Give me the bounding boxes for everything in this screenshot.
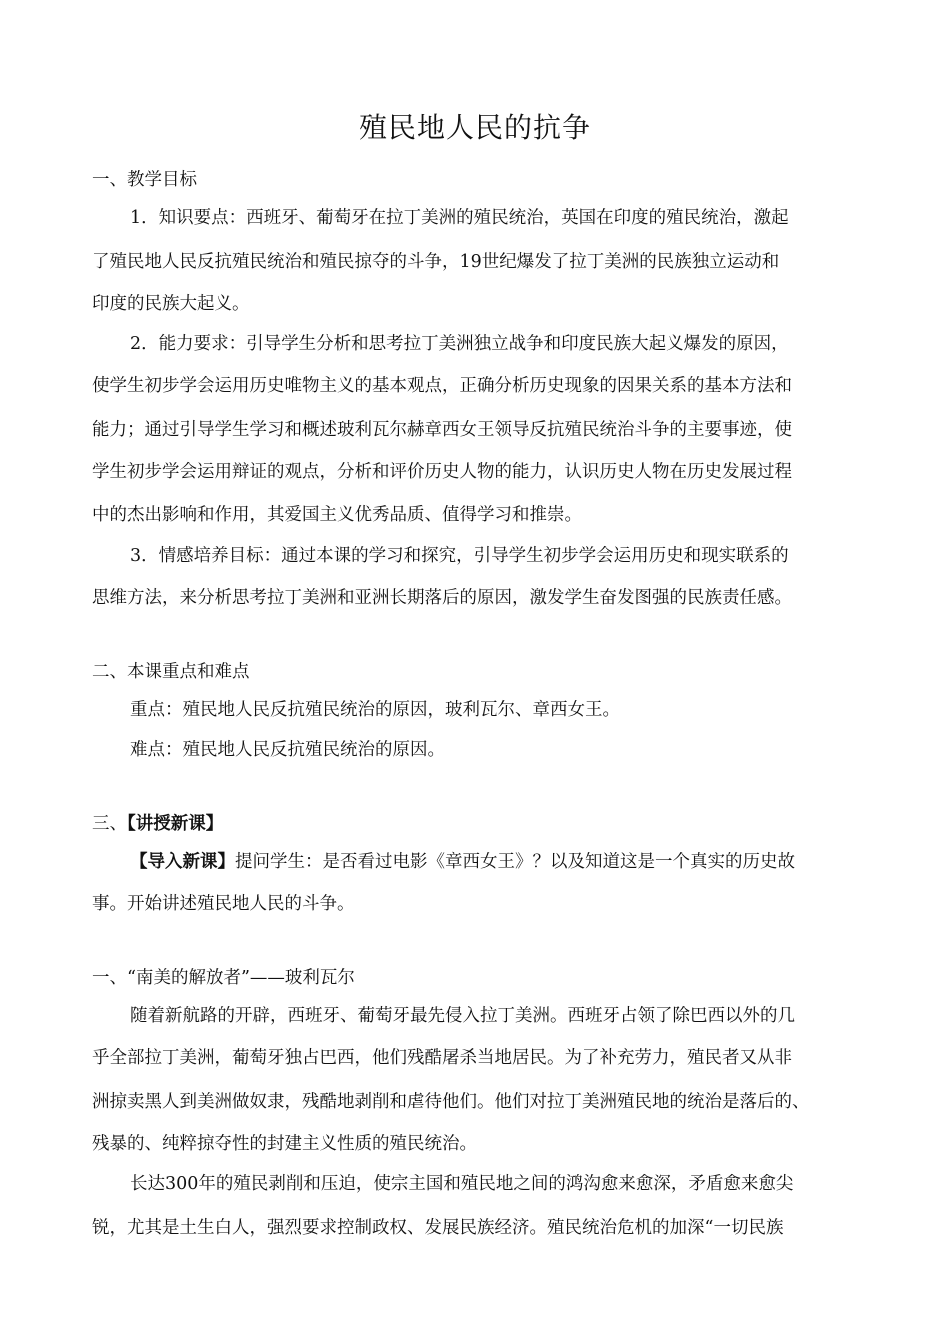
paragraph-line: 了殖民地人民反抗殖民统治和殖民掠夺的斗争，19世纪爆发了拉丁美洲的民族独立运动和 bbox=[92, 252, 780, 272]
intro-text: 提问学生：是否看过电影《章西女王》？以及知道这是一个真实的历史故 bbox=[235, 852, 795, 872]
paragraph-line: 残暴的、纯粹掠夺性的封建主义性质的殖民统治。 bbox=[92, 1134, 477, 1154]
section-heading-key-points: 二、本课重点和难点 bbox=[92, 662, 250, 682]
section-label: 【讲授新课】 bbox=[127, 814, 224, 834]
paragraph-line: 中的杰出影响和作用，其爱国主义优秀品质、值得学习和推崇。 bbox=[92, 505, 582, 525]
intro-label: 【导入新课】 bbox=[130, 852, 235, 872]
page-title: 殖民地人民的抗争 bbox=[358, 111, 591, 144]
paragraph-line: 乎全部拉丁美洲，葡萄牙独占巴西，他们残酷屠杀当地居民。为了补充劳力，殖民者又从非 bbox=[92, 1048, 792, 1068]
paragraph-line: 锐，尤其是土生白人，强烈要求控制政权、发展民族经济。殖民统治危机的加深“一切民族 bbox=[92, 1218, 784, 1238]
paragraph-line: 1．知识要点：西班牙、葡萄牙在拉丁美洲的殖民统治，英国在印度的殖民统治，激起 bbox=[130, 208, 789, 228]
paragraph-line: 3．情感培养目标：通过本课的学习和探究，引导学生初步学会运用历史和现实联系的 bbox=[130, 546, 789, 566]
paragraph-line: 洲掠卖黑人到美洲做奴隶，残酷地剥削和虐待他们。他们对拉丁美洲殖民地的统治是落后的、 bbox=[92, 1092, 810, 1112]
section-number: 三、 bbox=[92, 814, 127, 834]
difficult-point-line: 难点：殖民地人民反抗殖民统治的原因。 bbox=[130, 740, 445, 760]
paragraph-line: 印度的民族大起义。 bbox=[92, 294, 250, 314]
paragraph-line: 随着新航路的开辟，西班牙、葡萄牙最先侵入拉丁美洲。西班牙占领了除巴西以外的几 bbox=[130, 1006, 795, 1026]
paragraph-line: 学生初步学会运用辩证的观点，分析和评价历史人物的能力，认识历史人物在历史发展过程 bbox=[92, 462, 792, 482]
section-heading-new-lesson bbox=[92, 812, 862, 836]
paragraph-line: 长达300年的殖民剥削和压迫，使宗主国和殖民地之间的鸿沟愈来愈深，矛盾愈来愈尖 bbox=[130, 1174, 794, 1194]
paragraph-line: 思维方法，来分析思考拉丁美洲和亚洲长期落后的原因，激发学生奋发图强的民族责任感。 bbox=[92, 588, 792, 608]
paragraph-line: 事。开始讲述殖民地人民的斗争。 bbox=[92, 894, 355, 914]
intro-line bbox=[130, 850, 862, 874]
part-heading-bolivar: 一、“南美的解放者”——玻利瓦尔 bbox=[92, 968, 355, 988]
paragraph-line: 2．能力要求：引导学生分析和思考拉丁美洲独立战争和印度民族大起义爆发的原因， bbox=[130, 334, 789, 354]
paragraph-line: 能力；通过引导学生学习和概述玻利瓦尔赫章西女王领导反抗殖民统治斗争的主要事迹，使 bbox=[92, 420, 792, 440]
section-heading-objectives: 一、教学目标 bbox=[92, 170, 197, 190]
key-point-line: 重点：殖民地人民反抗殖民统治的原因，玻利瓦尔、章西女王。 bbox=[130, 700, 620, 720]
paragraph-line: 使学生初步学会运用历史唯物主义的基本观点，正确分析历史现象的因果关系的基本方法和 bbox=[92, 376, 792, 396]
